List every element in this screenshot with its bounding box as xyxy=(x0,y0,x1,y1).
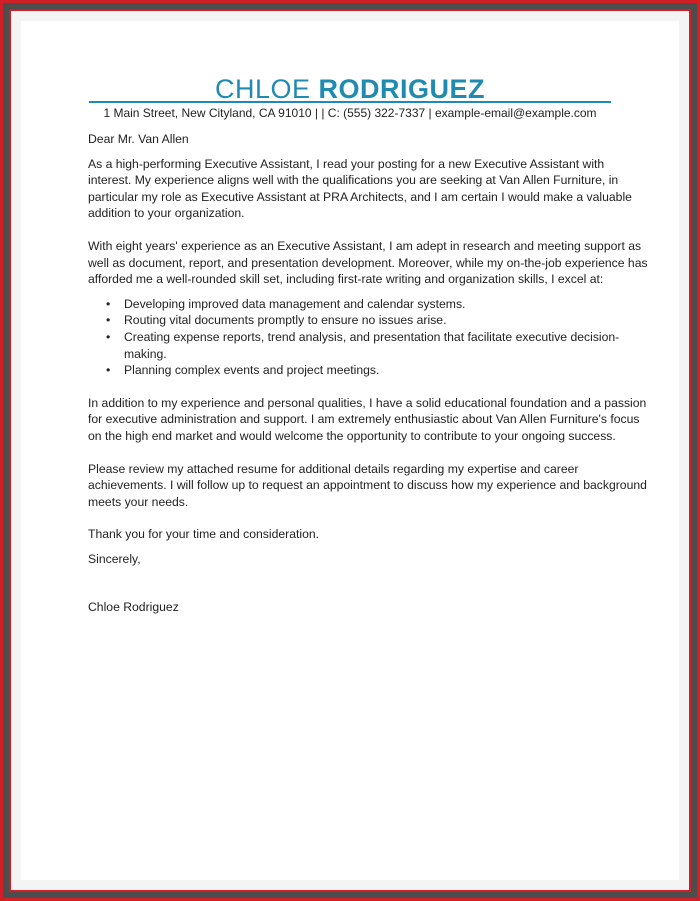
bullet-icon: • xyxy=(106,313,111,328)
bullet-icon: • xyxy=(106,363,111,378)
letter-page xyxy=(21,21,679,880)
bullet-icon: • xyxy=(106,329,111,344)
list-item xyxy=(106,312,648,329)
last-name: RODRIGUEZ xyxy=(318,74,486,104)
list-item xyxy=(106,296,648,313)
list-item-text: Routing vital documents promptly to ensure no issues arise. xyxy=(124,313,447,328)
first-name: CHLOE xyxy=(214,74,311,104)
contact-line: 1 Main Street, New Cityland, CA 91010 | | C: (555) 322-7337 | example-email@example.com xyxy=(103,106,597,120)
paragraph-2: With eight years' experience as an Executive Assistant, I am adept in research and meeting support as well as document, report, and presentation development. Moreover, while my on-the-job experience has afforded me a well-rounded skill set, including first-rate writing and organization skills, I excel at: xyxy=(88,238,648,287)
paragraph-3: In addition to my experience and personal qualities, I have a solid educational foundation and a passion for executive administration and support. I am extremely enthusiastic about Van Allen Furniture's focus on the high end market and would welcome the opportunity to contribute to your ongoing success. xyxy=(88,395,647,443)
list-item-text: Developing improved data management and calendar systems. xyxy=(124,296,466,311)
signature: Chloe Rodriguez xyxy=(88,600,179,615)
list-item xyxy=(106,329,648,362)
paragraph-4: Please review my attached resume for additional details regarding my expertise and career achievements. I will follow up to request an appointment to discuss how my experience and background meets your needs. xyxy=(88,461,647,509)
list-item xyxy=(106,362,648,379)
inner-frame xyxy=(9,9,691,892)
bullet-icon: • xyxy=(106,296,111,311)
salutation: Dear Mr. Van Allen xyxy=(88,132,189,146)
thanks-line: Thank you for your time and consideration. xyxy=(88,527,320,542)
skills-list xyxy=(88,296,648,379)
letter-body xyxy=(88,131,648,632)
closing-line: Sincerely, xyxy=(88,551,141,566)
header-divider xyxy=(89,101,611,103)
list-item-text: Planning complex events and project meetings. xyxy=(124,363,380,378)
list-item-text: Creating expense reports, trend analysis, and presentation that facilitate executive decision-making. xyxy=(124,329,620,361)
paragraph-1: As a high-performing Executive Assistant, I read your posting for a new Executive Assistant with interest. My experience aligns well with the qualifications you are seeking at Van Allen Furniture, in particular my role as Executive Assistant at PRA Architects, and I am certain I would make a valuable addition to your organization. xyxy=(88,156,632,221)
